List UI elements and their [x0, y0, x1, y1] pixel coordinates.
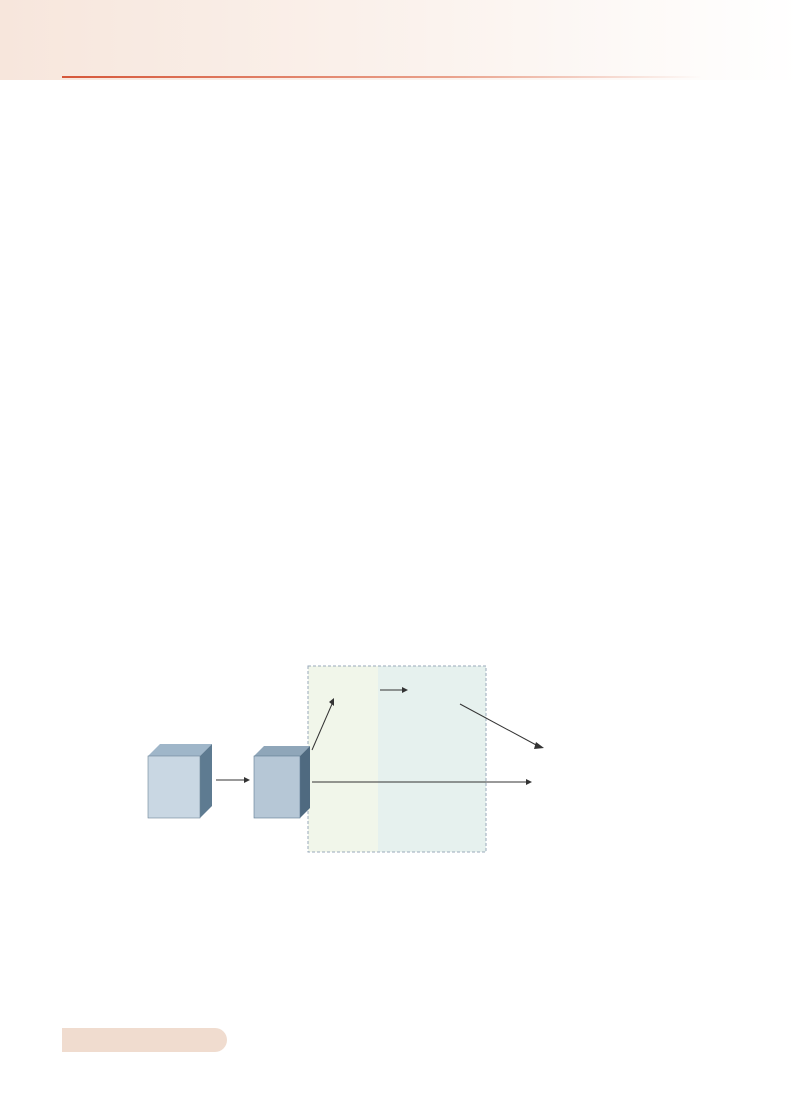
bottom-right-column	[402, 922, 732, 924]
footer-tab	[62, 1028, 227, 1052]
stage-bg-adaptive	[378, 666, 486, 852]
right-column	[402, 100, 732, 102]
u-cube	[254, 746, 310, 818]
senet-figure	[120, 664, 680, 854]
input-cube	[148, 744, 212, 818]
stage-bg-global	[308, 666, 378, 852]
left-column	[62, 100, 392, 102]
page-header	[0, 0, 800, 80]
header-rule	[62, 76, 702, 78]
cnki-footer	[22, 1055, 34, 1071]
